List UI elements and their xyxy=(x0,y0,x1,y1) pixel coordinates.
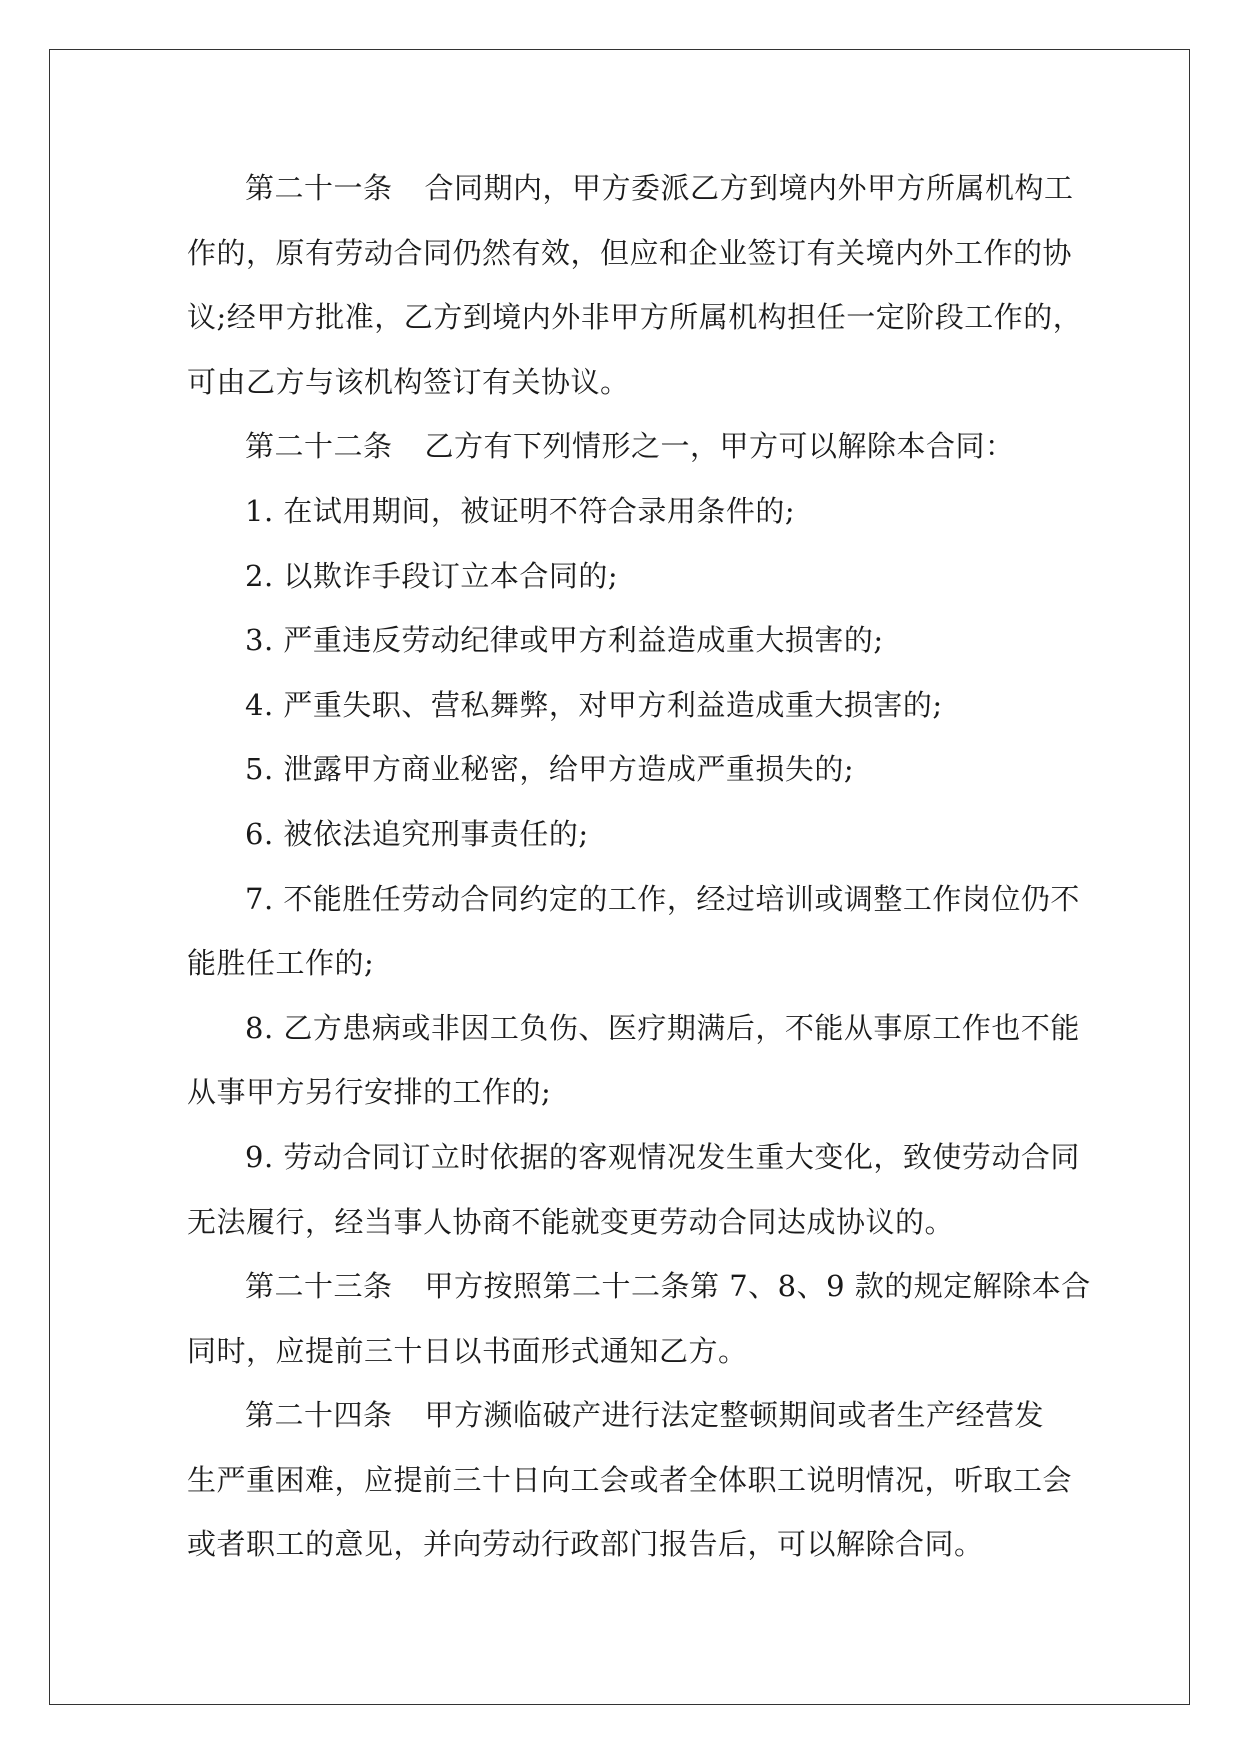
article-22-item-4: 4. 严重失职、营私舞弊，对甲方利益造成重大损害的; xyxy=(245,687,943,722)
article-22-item-9-line-2: 无法履行，经当事人协商不能就变更劳动合同达成协议的。 xyxy=(187,1204,955,1239)
article-22-item-1: 1. 在试用期间，被证明不符合录用条件的; xyxy=(245,493,796,528)
article-21-line-4: 可由乙方与该机构签订有关协议。 xyxy=(187,364,630,399)
article-22-item-3: 3. 严重违反劳动纪律或甲方利益造成重大损害的; xyxy=(245,623,884,658)
article-24-line-1 xyxy=(187,1383,1057,1448)
article-24-heading: 第二十四条 xyxy=(245,1398,393,1433)
article-21-line-3: 议;经甲方批准，乙方到境内外非甲方所属机构担任一定阶段工作的， xyxy=(187,300,1083,335)
article-22-item-8-line-1: 8. 乙方患病或非因工负伤、医疗期满后，不能从事原工作也不能 xyxy=(245,1010,1080,1045)
article-21-text: 合同期内，甲方委派乙方到境内外甲方所属机构工 xyxy=(424,171,1074,205)
article-22-heading: 第二十二条 xyxy=(245,429,393,464)
article-22-intro: 乙方有下列情形之一，甲方可以解除本合同： xyxy=(424,429,1015,464)
article-22-item-7-line-2: 能胜任工作的; xyxy=(187,946,375,981)
article-22-item-5: 5. 泄露甲方商业秘密，给甲方造成严重损失的; xyxy=(245,752,855,787)
article-21-line-1 xyxy=(187,156,1074,221)
article-22-item-7-line-1: 7. 不能胜任劳动合同约定的工作，经过培训或调整工作岗位仍不 xyxy=(245,881,1080,916)
article-24-line-2: 生严重困难，应提前三十日向工会或者全体职工说明情况，听取工会 xyxy=(187,1462,1073,1497)
article-23-line-2: 同时，应提前三十日以书面形式通知乙方。 xyxy=(187,1333,748,1368)
article-24-line-3: 或者职工的意见，并向劳动行政部门报告后，可以解除合同。 xyxy=(187,1527,984,1562)
article-24-text: 甲方濒临破产进行法定整顿期间或者生产经营发 xyxy=(424,1398,1045,1433)
article-22-item-9-line-1: 9. 劳动合同订立时依据的客观情况发生重大变化，致使劳动合同 xyxy=(245,1139,1080,1174)
article-23-line-1 xyxy=(187,1254,1091,1319)
article-22-line-1 xyxy=(187,414,1057,479)
article-21-line-2: 作的，原有劳动合同仍然有效，但应和企业签订有关境内外工作的协 xyxy=(187,235,1073,270)
article-23-text: 甲方按照第二十二条第 7、8、9 款的规定解除本合 xyxy=(424,1269,1091,1304)
article-22-item-6: 6. 被依法追究刑事责任的; xyxy=(245,816,589,851)
article-21-heading: 第二十一条 xyxy=(245,171,393,205)
document-body xyxy=(187,156,1091,1577)
article-22-item-8-line-2: 从事甲方另行安排的工作的; xyxy=(187,1075,552,1110)
article-22-item-2: 2. 以欺诈手段订立本合同的; xyxy=(245,558,619,593)
article-23-heading: 第二十三条 xyxy=(245,1269,393,1304)
